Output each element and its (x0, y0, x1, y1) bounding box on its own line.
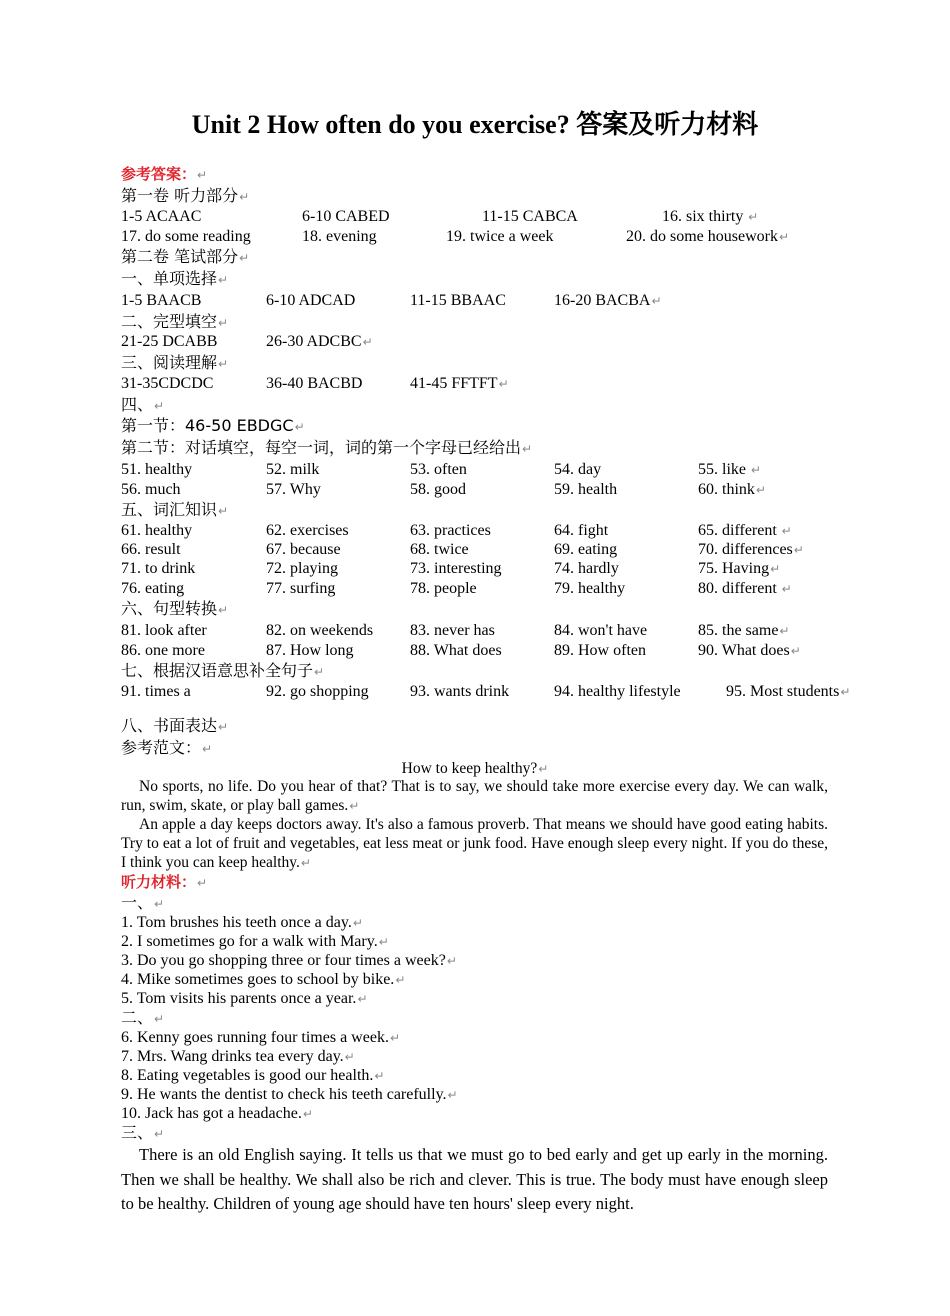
section-7-heading: 七、根据汉语意思补全句子↵ (121, 661, 325, 680)
answer-cell: 77. surfing (266, 580, 336, 597)
answer-cell: 74. hardly (554, 560, 619, 577)
answer-cell: 1-5 ACAAC (121, 208, 202, 225)
page-title: Unit 2 How often do you exercise? 答案及听力材料 (191, 110, 759, 139)
answer-cell: 79. healthy (554, 580, 626, 597)
answer-cell: 58. good (410, 481, 466, 498)
answer-cell: 86. one more (121, 642, 205, 659)
answer-cell: 63. practices (410, 522, 491, 539)
listening-line: 4. Mike sometimes goes to school by bike.↵ (121, 971, 406, 988)
answer-cell: 84. won't have (554, 622, 648, 639)
listening-line: 5. Tom visits his parents once a year.↵ (121, 990, 368, 1007)
answer-cell: 21-25 DCABB (121, 333, 218, 350)
answer-cell: 57. Why (266, 481, 321, 498)
listening-line: 1. Tom brushes his teeth once a day.↵ (121, 914, 363, 931)
answer-cell: 51. healthy (121, 461, 193, 478)
answer-cell: 60. think↵ (698, 481, 766, 498)
answer-cell: 90. What does↵ (698, 642, 801, 659)
answer-cell: 11-15 BBAAC (410, 292, 506, 309)
listening-line: 3. Do you go shopping three or four times a week?↵ (121, 952, 457, 969)
listening-line: 7. Mrs. Wang drinks tea every day.↵ (121, 1048, 355, 1065)
answer-cell: 54. day (554, 461, 602, 478)
answer-cell: 91. times a (121, 683, 191, 700)
answer-cell: 92. go shopping (266, 683, 369, 700)
listening-line: 9. He wants the dentist to check his teeth carefully.↵ (121, 1086, 458, 1103)
answer-cell: 94. healthy lifestyle (554, 683, 681, 700)
answer-cell: 16. six thirty ↵ (662, 208, 759, 225)
section-3-heading: 三、阅读理解↵ (121, 353, 229, 372)
listening-heading: 听力材料：↵ (121, 873, 208, 891)
volume-2-heading: 第二卷 笔试部分↵ (121, 247, 250, 266)
answer-cell: 65. different ↵ (698, 522, 792, 539)
answer-cell: 20. do some housework↵ (626, 228, 790, 245)
answer-cell: 72. playing (266, 560, 338, 577)
answer-cell: 83. never has (410, 622, 495, 639)
answer-cell: 75. Having↵ (698, 560, 781, 577)
section-6-heading: 六、句型转换↵ (121, 599, 229, 618)
essay-paragraph-1: No sports, no life. Do you hear of that? That is to say, we should take more exercise every day. We can walk, run, swim, skate, or play ball games.↵ (121, 778, 828, 814)
answers-heading: 参考答案：↵ (121, 165, 208, 183)
answer-cell: 56. much (121, 481, 181, 498)
answer-cell: 53. often (410, 461, 467, 478)
answer-cell: 17. do some reading (121, 228, 251, 245)
answer-cell: 87. How long (266, 642, 354, 659)
sample-essay-label: 参考范文：↵ (121, 738, 213, 757)
answer-cell: 64. fight (554, 522, 609, 539)
answer-cell: 66. result (121, 541, 181, 558)
listening-part-1-label: 一、↵ (121, 893, 165, 912)
answer-cell: 1-5 BAACB (121, 292, 202, 309)
answer-cell: 67. because (266, 541, 341, 558)
essay-paragraph-2: An apple a day keeps doctors away. It's also a famous proverb. That means we should have good eating habits. Try to eat a lot of fruit and vegetables, eat less meat or junk food. Have enough sleep every night. If you do these, I think you can keep healthy.↵ (121, 816, 828, 871)
section-8-heading: 八、书面表达↵ (121, 716, 229, 735)
answer-cell: 6-10 ADCAD (266, 292, 356, 309)
answer-cell: 73. interesting (410, 560, 502, 577)
listening-line: 8. Eating vegetables is good our health.↵ (121, 1067, 385, 1084)
answer-cell: 59. health (554, 481, 618, 498)
answer-cell: 85. the same↵ (698, 622, 790, 639)
answer-cell: 52. milk (266, 461, 320, 478)
answer-cell: 89. How often (554, 642, 646, 659)
answer-cell: 61. healthy (121, 522, 193, 539)
answer-cell: 26-30 ADCBC↵ (266, 333, 373, 350)
listening-line: 2. I sometimes go for a walk with Mary.↵ (121, 933, 389, 950)
answer-cell: 62. exercises (266, 522, 349, 539)
answer-cell: 55. like ↵ (698, 461, 761, 478)
answer-cell: 19. twice a week (446, 228, 554, 245)
answer-cell: 41-45 FFTFT↵ (410, 375, 509, 392)
answer-cell: 69. eating (554, 541, 618, 558)
volume-1-heading: 第一卷 听力部分↵ (121, 186, 250, 205)
answer-cell: 93. wants drink (410, 683, 510, 700)
answer-cell: 18. evening (302, 228, 377, 245)
answer-cell: 78. people (410, 580, 477, 597)
answer-cell: 88. What does (410, 642, 502, 659)
answer-cell: 80. different ↵ (698, 580, 792, 597)
answer-cell: 11-15 CABCA (482, 208, 578, 225)
answer-cell: 71. to drink (121, 560, 196, 577)
listening-line: 6. Kenny goes running four times a week.↵ (121, 1029, 400, 1046)
answer-cell: 76. eating (121, 580, 185, 597)
answer-cell: 70. differences↵ (698, 541, 804, 558)
answer-cell: 82. on weekends (266, 622, 374, 639)
answer-cell: 31-35CDCDC (121, 375, 214, 392)
section-2-heading: 二、完型填空↵ (121, 312, 229, 331)
section-1-heading: 一、单项选择↵ (121, 269, 229, 288)
listening-line: 10. Jack has got a headache.↵ (121, 1105, 313, 1122)
essay-title: How to keep healthy?↵ (401, 760, 549, 777)
answer-cell: 95. Most students↵ (726, 683, 851, 700)
section-4-part-2: 第二节：对话填空，每空一词，词的第一个字母已经给出↵ (121, 438, 533, 457)
listening-part-3-label: 三、↵ (121, 1123, 165, 1142)
answer-cell: 81. look after (121, 622, 207, 639)
answer-cell: 6-10 CABED (302, 208, 390, 225)
section-4-part-1: 第一节：46-50 EBDGC↵ (121, 416, 305, 435)
listening-part-2-label: 二、↵ (121, 1008, 165, 1027)
section-4-heading: 四、↵ (121, 395, 165, 414)
answer-cell: 68. twice (410, 541, 469, 558)
listening-part-3-text: There is an old English saying. It tells us that we must go to bed early and get up early in the morning. Then we shall be healthy. We shall also be rich and clever. This is true. The body must have enough sleep to be healthy. Children of young age should have ten hours' sleep every night. (121, 1145, 828, 1213)
section-5-heading: 五、词汇知识↵ (121, 500, 229, 519)
answer-cell: 16-20 BACBA↵ (554, 292, 662, 309)
answer-cell: 36-40 BACBD (266, 375, 363, 392)
